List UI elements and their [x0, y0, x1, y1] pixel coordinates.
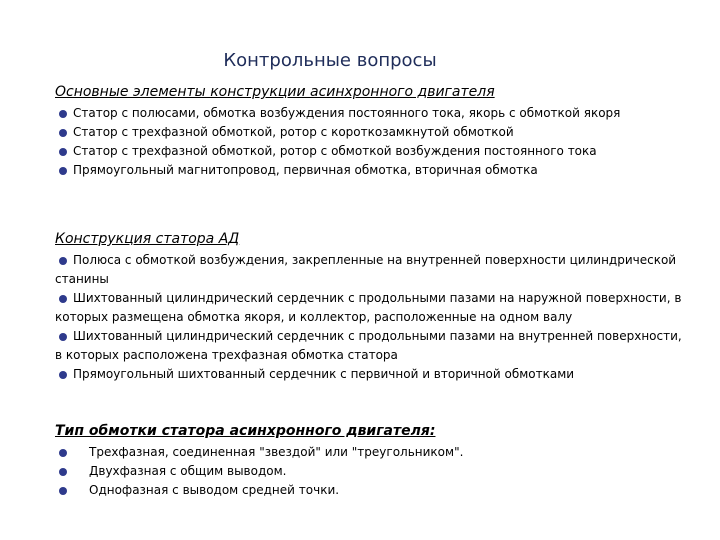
answer-text: Однофазная с выводом средней точки.	[89, 483, 340, 497]
answer-text: Полюса с обмоткой возбуждения, закрепленные на внутренней поверхности цилиндрической станины	[55, 253, 677, 286]
list-item[interactable]	[55, 104, 685, 123]
list-item[interactable]	[55, 251, 685, 289]
answer-text: Статор с трехфазной обмоткой, ротор с короткозамкнутой обмоткой	[73, 125, 514, 139]
list-item[interactable]	[55, 142, 685, 161]
bullet-icon	[59, 257, 67, 265]
bullet-icon	[59, 110, 67, 118]
page-title: Контрольные вопросы	[223, 50, 437, 71]
section-heading: Конструкция статора АД	[55, 231, 240, 247]
bullet-icon	[59, 167, 67, 175]
answer-text: Двухфазная с общим выводом.	[89, 464, 287, 478]
answer-list	[55, 104, 685, 180]
list-item[interactable]	[55, 161, 685, 180]
answer-text: Прямоугольный шихтованный сердечник с первичной и вторичной обмотками	[73, 367, 575, 381]
answer-text: Шихтованный цилиндрический сердечник с продольными пазами на внутренней поверхности, в которых расположена трехфазная обмотка статора	[55, 329, 682, 362]
answer-text: Статор с полюсами, обмотка возбуждения постоянного тока, якорь с обмоткой якоря	[73, 106, 621, 120]
list-item[interactable]	[55, 481, 685, 500]
section-winding-type	[55, 421, 685, 500]
bullet-icon	[59, 371, 67, 379]
list-item[interactable]	[55, 443, 685, 462]
answer-text: Трехфазная, соединенная "звездой" или "треугольником".	[89, 445, 464, 459]
list-item[interactable]	[55, 327, 685, 365]
bullet-icon	[59, 148, 67, 156]
bullet-icon	[59, 333, 67, 341]
bullet-icon	[59, 449, 67, 457]
answer-list	[55, 443, 685, 500]
section-heading: Тип обмотки статора асинхронного двигателя:	[55, 423, 436, 439]
section-heading: Основные элементы конструкции асинхронного двигателя	[55, 84, 495, 100]
answer-text: Статор с трехфазной обмоткой, ротор с обмоткой возбуждения постоянного тока	[73, 144, 597, 158]
section-main-elements	[55, 82, 685, 180]
answer-text: Шихтованный цилиндрический сердечник с продольными пазами на наружной поверхности, в которых размещена обмотка якоря, и коллектор, расположенные на одном валу	[55, 291, 682, 324]
list-item[interactable]	[55, 462, 685, 481]
list-item[interactable]	[55, 365, 685, 384]
bullet-icon	[59, 295, 67, 303]
bullet-icon	[59, 487, 67, 495]
list-item[interactable]	[55, 123, 685, 142]
bullet-icon	[59, 468, 67, 476]
answer-text: Прямоугольный магнитопровод, первичная обмотка, вторичная обмотка	[73, 163, 538, 177]
bullet-icon	[59, 129, 67, 137]
answer-list	[55, 251, 685, 384]
list-item[interactable]	[55, 289, 685, 327]
section-stator-construction	[55, 229, 685, 384]
